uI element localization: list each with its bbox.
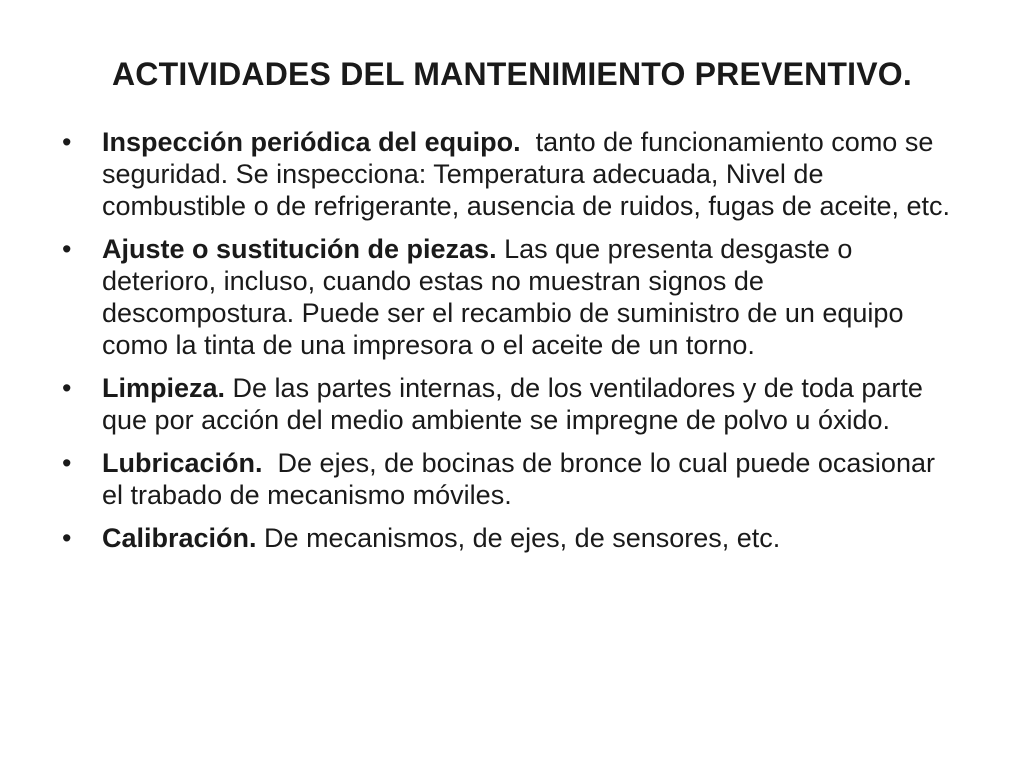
bullet-list [62,126,962,565]
item-heading: Calibración. [102,523,257,553]
item-text: De las partes internas, de los ventiladores y de toda parte que por acción del medio ambiente se impregne de polvo u óxido. [102,373,931,435]
item-heading: Ajuste o sustitución de piezas. [102,234,497,264]
list-item [62,447,962,511]
item-text: Las que presenta desgaste o deterioro, incluso, cuando estas no muestran signos de descompostura. Puede ser el recambio de suministro de un equipo como la tinta de una impresora o el aceite de un torno. [102,234,911,360]
list-item [62,233,962,361]
item-heading: Limpieza. [102,373,226,403]
item-text: De mecanismos, de ejes, de sensores, etc. [256,523,781,553]
bullet-icon: • [62,234,72,264]
item-heading: Lubricación. [102,448,263,478]
item-text: tanto de funcionamiento como se seguridad. Se inspecciona: Temperatura adecuada, Nivel de combustible o de refrigerante, ausencia de ruidos, fugas de aceite, etc. [102,127,951,221]
item-heading: Inspección periódica del equipo. [102,127,521,157]
bullet-icon: • [62,448,72,478]
list-item [62,522,962,554]
item-text: De ejes, de bocinas de bronce lo cual puede ocasionar el trabado de mecanismo móviles. [102,448,943,510]
list-item [62,126,962,222]
list-item [62,372,962,436]
bullet-icon: • [62,373,72,403]
slide-title: ACTIVIDADES DEL MANTENIMIENTO PREVENTIVO. [112,56,912,92]
bullet-icon: • [62,523,72,553]
bullet-icon: • [62,127,72,157]
